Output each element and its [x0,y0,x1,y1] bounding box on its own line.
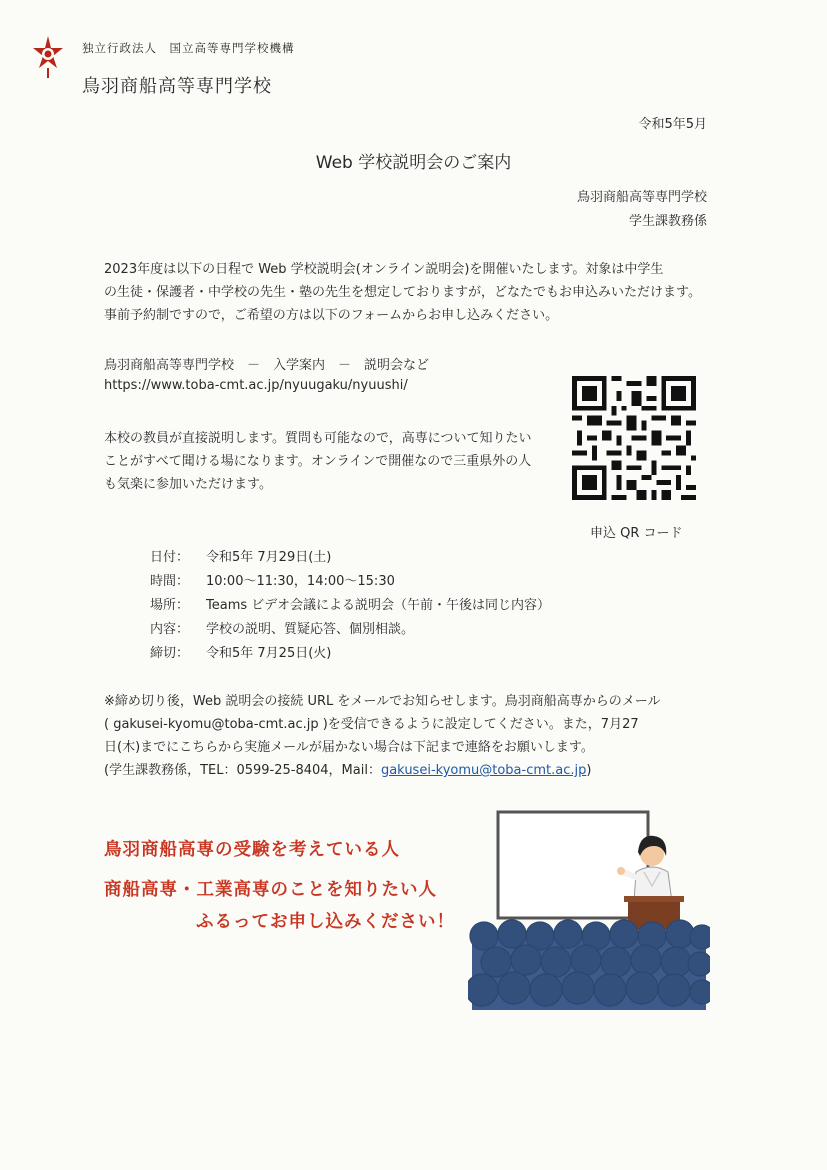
description-line: ことがすべて聞ける場になります。オンラインで開催なので三重県外の人 [104,454,532,469]
qr-code-icon[interactable] [572,376,696,500]
detail-key: 内容： [150,622,190,637]
description-line: 本校の教員が直接説明します。質問も可能なので，高専について知りたい [104,431,532,446]
promo-line-1: 鳥羽商船高専の受験を考えている人 [104,840,400,860]
event-details [150,546,550,666]
link-label: 鳥羽商船高等専門学校 － 入学案内 － 説明会など [104,358,430,373]
detail-row [150,546,550,570]
issue-date: 令和5年5月 [638,117,707,132]
detail-value: 令和5年 7月29日(土) [206,550,332,565]
promo-line-3: ふるってお申し込みください！ [196,912,455,932]
form-url-link[interactable]: https://www.toba-cmt.ac.jp/nyuugaku/nyuushi/ [104,378,408,393]
detail-row [150,642,550,666]
intro-line: 2023年度は以下の日程で Web 学校説明会(オンライン説明会)を開催いたします。対象は中学生 [104,262,664,277]
detail-row [150,570,550,594]
note-line: ( gakusei-kyomu@toba-cmt.ac.jp )を受信できるように設定してください。また，7月27 [104,717,639,732]
note-line [104,759,734,782]
detail-row [150,594,550,618]
qr-caption: 申込 QR コード [590,526,683,541]
detail-value: 10:00～11:30，14:00～15:30 [206,574,395,589]
detail-key: 時間： [150,574,190,589]
school-logo-icon [30,34,66,80]
detail-key: 場所： [150,598,190,613]
contact-prefix: (学生課教務係，TEL：0599-25-8404，Mail： [104,763,381,778]
detail-value: 学校の説明、質疑応答、個別相談。 [206,622,415,637]
detail-key: 締切： [150,646,190,661]
contact-suffix: ) [586,763,592,778]
detail-key: 日付： [150,550,190,565]
promo-line-2: 商船高専・工業高専のことを知りたい人 [104,880,437,900]
intro-paragraph [104,258,724,327]
page-title: Web 学校説明会のご案内 [315,153,512,173]
note-line: 日(木)までにこちらから実施メールが届かない場合は下記まで連絡をお願いします。 [104,740,594,755]
school-name: 鳥羽商船高等専門学校 [82,76,272,97]
description-paragraph [104,427,564,496]
description-line: も気楽に参加いただけます。 [104,477,272,492]
detail-value: Teams ビデオ会議による説明会（午前・午後は同じ内容） [206,598,551,613]
organization-name: 独立行政法人 国立高等専門学校機構 [82,41,295,55]
contact-email-link[interactable]: gakusei-kyomu@toba-cmt.ac.jp [380,763,587,778]
detail-row [150,618,550,642]
sender-school: 鳥羽商船高等専門学校 [576,190,707,205]
presentation-illustration-icon [468,806,710,1012]
intro-line: の生徒・保護者・中学校の先生・塾の先生を想定しておりますが，どなたでもお申込みいただけます。 [104,285,701,300]
intro-line: 事前予約制ですので，ご希望の方は以下のフォームからお申し込みください。 [104,308,559,323]
note-line: ※締め切り後，Web 説明会の接続 URL をメールでお知らせします。鳥羽商船高専からのメール [104,694,661,709]
contact-note [104,690,734,782]
detail-value: 令和5年 7月25日(火) [206,646,332,661]
sender-dept: 学生課教務係 [628,214,707,229]
